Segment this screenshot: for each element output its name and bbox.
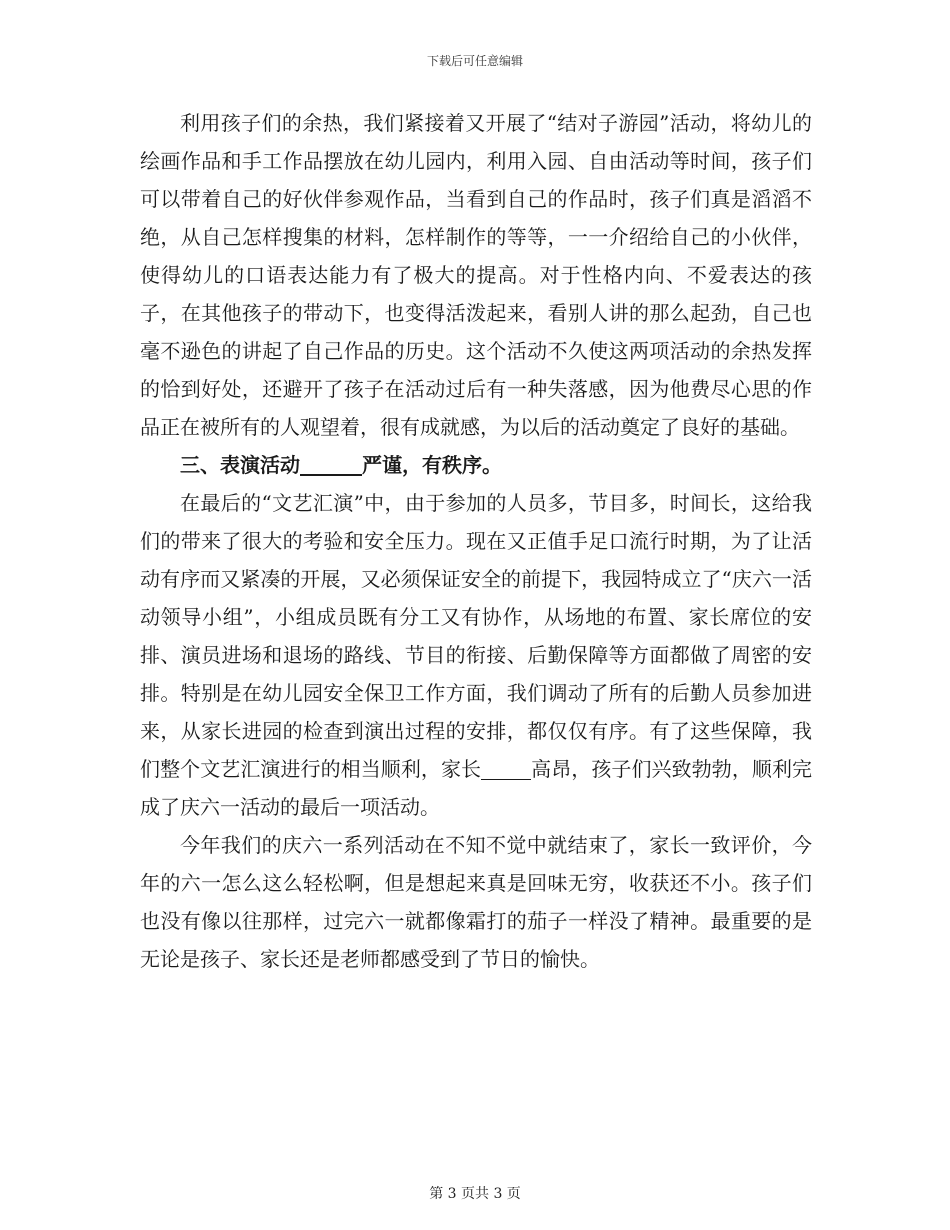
paragraph-performance-start: 在最后的“文艺汇演”中，由于参加的人员多，节目多，时间长，这给我们的带来了很大的考验和安全压力。现在又正值手足口流行时期，为了让活动有序而又紧凑的开展，又必须保证安全的前提下，我园特成立了“庆六一活动领导小组”，小组成员既有分工又有协作，从场地的布置、家长席位的安排、演员进场和退场的路线、节目的衔接、后勤保障等方面都做了周密的安排。特别是在幼儿园安全保卫工作方面，我们调动了所有的后勤人员参加进来，从家长进园的检查到演出过程的安排，都仅仅有序。有了这些保障，我们整个文艺汇演进行的相当顺利，家长 (140, 491, 812, 781)
heading-text-start: 三、表演活动 (180, 453, 300, 477)
paragraph-blank-line (481, 757, 531, 780)
section-heading-performance (140, 446, 812, 484)
page-header: 下载后可任意编辑 (426, 54, 523, 68)
heading-text-end: 严谨，有秩序。 (362, 453, 502, 477)
paragraph-conclusion: 今年我们的庆六一系列活动在不知不觉中就结束了，家长一致评价，今年的六一怎么这么轻松啊，但是想起来真是回味无穷，收获还不小。孩子们也没有像以往那样，过完六一就都像霜打的茄子一样没了精神。最重要的是无论是孩子、家长还是老师都感受到了节日的愉快。 (140, 833, 812, 971)
paragraph-performance-end: 高昂，孩子们兴致勃勃，顺利完成了庆六一活动的最后一项活动。 (140, 757, 813, 819)
page-footer: 第 3 页共 3 页 (429, 1186, 521, 1202)
paragraph-performance (140, 484, 812, 826)
document-body (140, 104, 812, 978)
paragraph-garden-tour: 利用孩子们的余热，我们紧接着又开展了“结对子游园”活动，将幼儿的绘画作品和手工作品摆放在幼儿园内，利用入园、自由活动等时间，孩子们可以带着自己的好伙伴参观作品，当看到自己的作品时，孩子们真是滔滔不绝，从自己怎样搜集的材料，怎样制作的等等，一一介绍给自己的小伙伴，使得幼儿的口语表达能力有了极大的提高。对于性格内向、不爱表达的孩子，在其他孩子的带动下，也变得活泼起来，看别人讲的那么起劲，自己也毫不逊色的讲起了自己作品的历史。这个活动不久使这两项活动的余热发挥的恰到好处，还避开了孩子在活动过后有一种失落感，因为他费尽心思的作品正在被所有的人观望着，很有成就感，为以后的活动奠定了良好的基础。 (140, 111, 812, 439)
heading-blank-line (300, 452, 362, 476)
